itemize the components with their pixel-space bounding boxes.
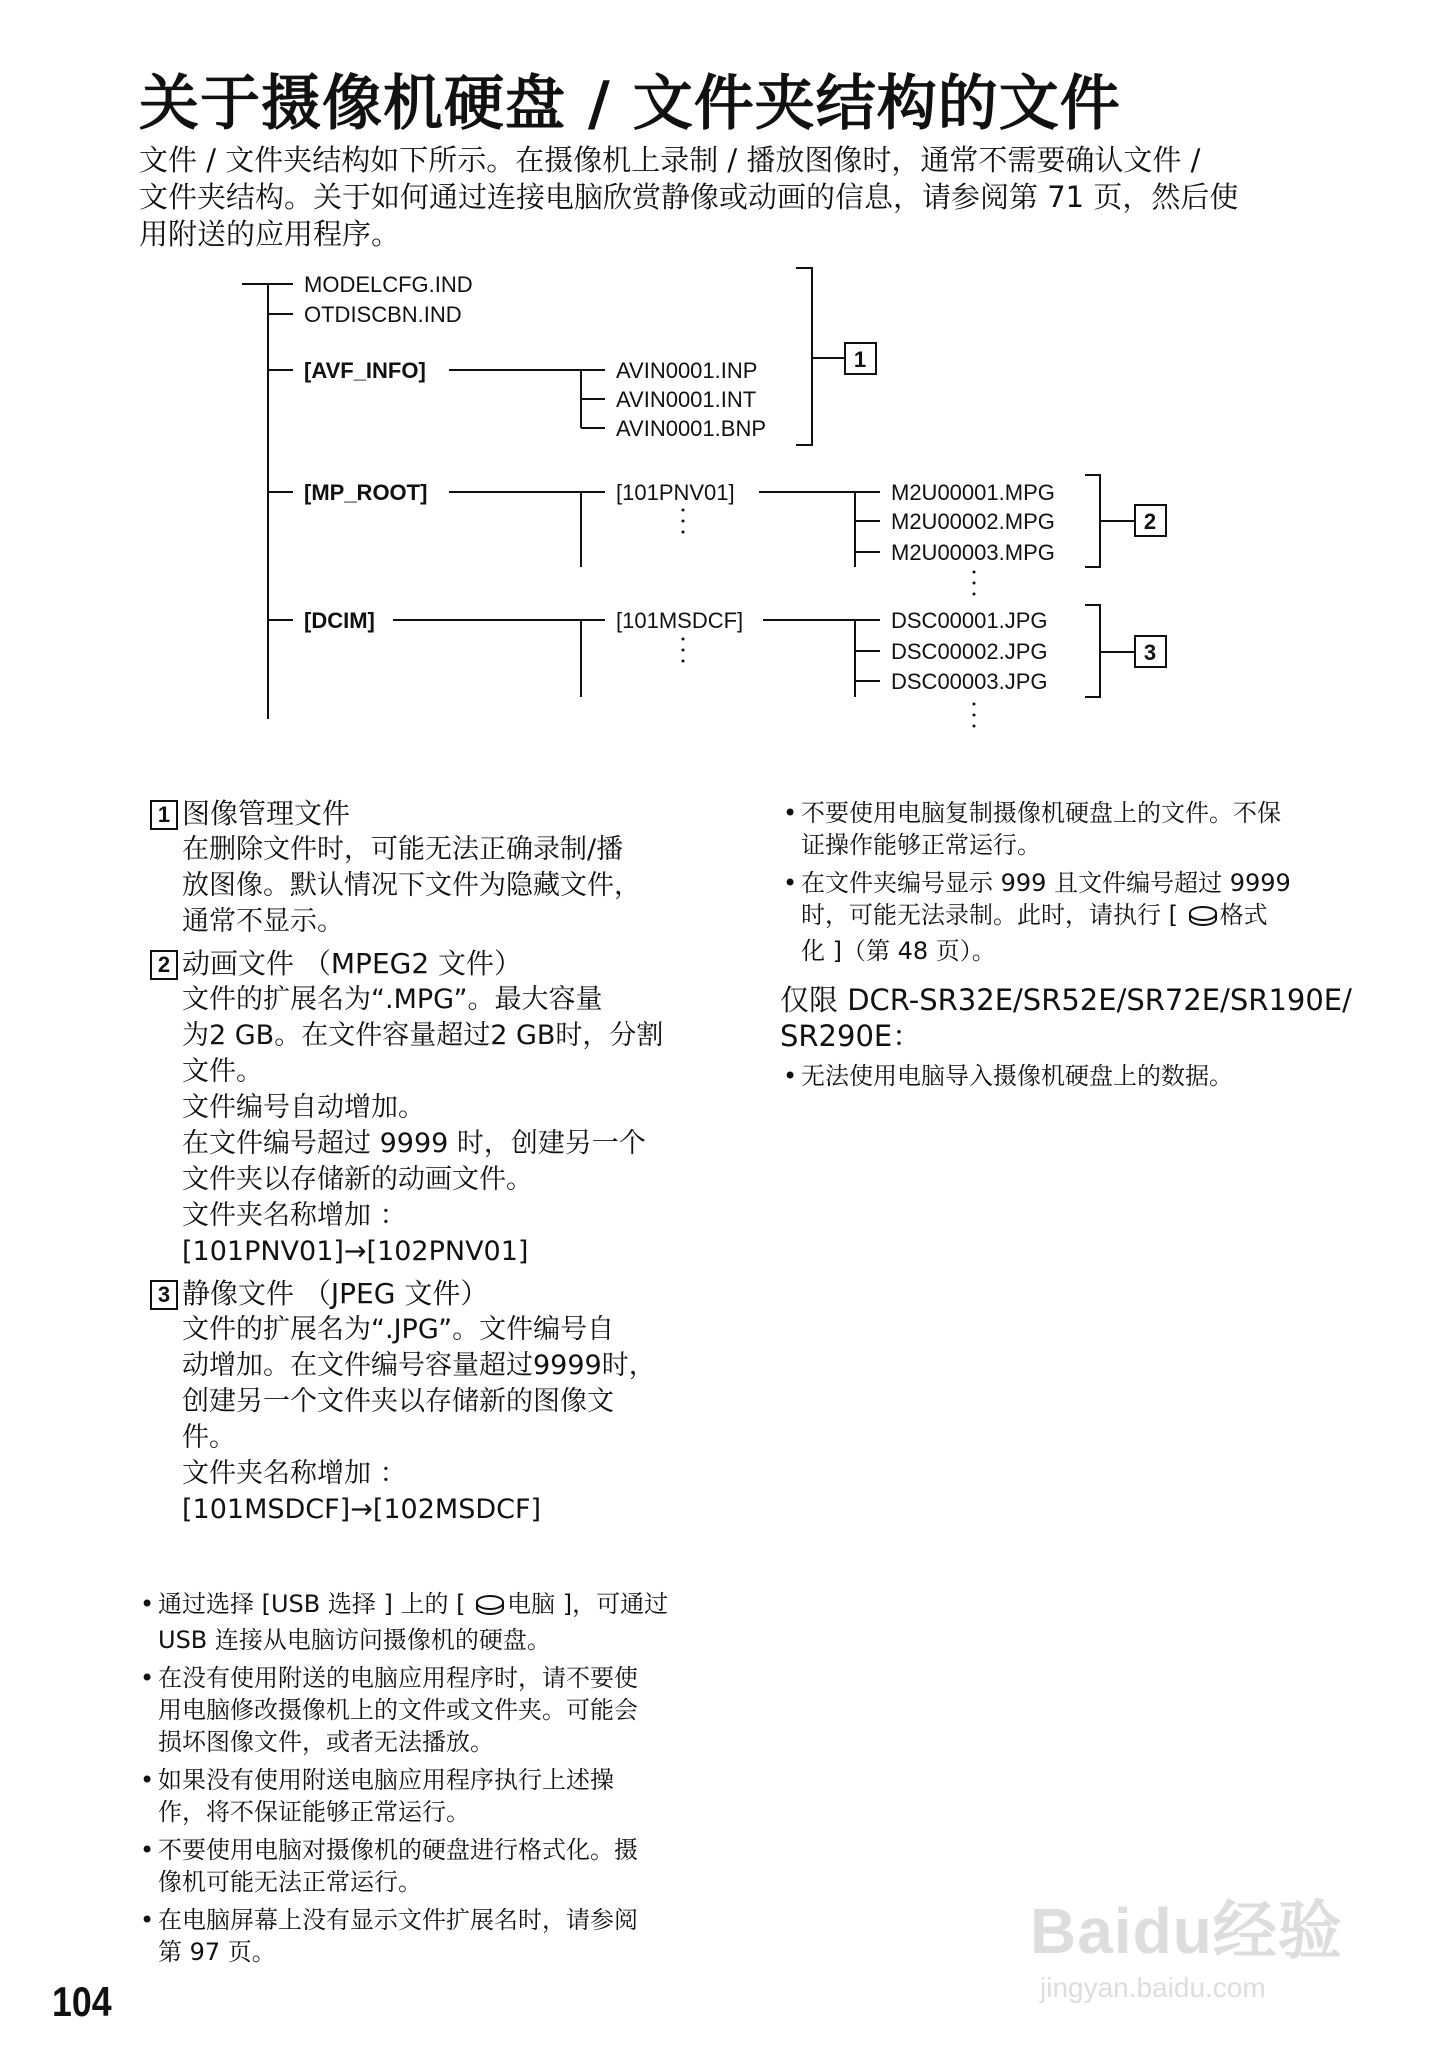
bullet-dot: • [140,1664,155,1692]
file-modelcfg: MODELCFG.IND [304,272,473,297]
text-fragment: 格式 [1219,901,1268,929]
text-line: 放图像。默认情况下文件为隐藏文件， [182,870,641,901]
file-m2u2: M2U00002.MPG [891,509,1055,534]
baidu-watermark-logo [1030,1880,1343,2004]
bullet-item [140,1588,718,1656]
text-line: 损坏图像文件，或者无法播放。 [158,1728,494,1756]
bullet-item [783,797,1361,861]
text-line: 用电脑修改摄像机上的文件或文件夹。可能会 [158,1696,638,1724]
text-line: 用附送的应用程序。 [139,217,401,251]
folder-structure-diagram [0,0,1452,760]
file-avin-bnp: AVIN0001.BNP [616,416,767,441]
bullet-item [140,1834,718,1898]
text-line: 文件夹以存储新的动画文件。 [182,1164,533,1195]
item-heading [157,796,722,832]
right-notes [783,797,1361,973]
bullet-dot: • [783,799,798,827]
folder-101pnv01: [101PNV01] [616,480,735,505]
text-line: 如果没有使用附送电脑应用程序执行上述操 [158,1766,614,1794]
item-number-marker: 3 [150,1280,178,1310]
model-restriction-notes [783,1060,1361,1098]
text-line: 通常不显示。 [182,906,344,937]
text-line: 文件。 [182,1056,263,1087]
bullet-item [783,867,1361,967]
text-line: 文件夹结构。关于如何通过连接电脑欣赏静像或动画的信息，请参阅第 71 页，然后使 [139,180,1239,214]
watermark-line1: Baidu经验 [1030,1895,1343,1967]
text-fragment: 时，可能无法录制。此时，请执行 [ [801,901,1186,929]
bullet-dot: • [140,1836,155,1864]
text-line: 化 ]（第 48 页）。 [801,937,996,965]
file-avin-int: AVIN0001.INT [616,387,757,412]
folder-dcim: [DCIM] [304,608,375,633]
text-line: 第 97 页。 [158,1938,276,1966]
bullet-item [783,1060,1361,1092]
file-type-descriptions [157,796,722,1534]
file-dsc1: DSC00001.JPG [891,608,1048,633]
item-heading-text: 图像管理文件 [182,797,351,830]
item-number-marker: 2 [150,950,178,980]
text-line: 文件夹名称增加 ： [182,1200,407,1231]
bullet-dot: • [140,1766,155,1794]
folder-mp-root: [MP_ROOT] [304,480,428,505]
bullet-dot: • [783,1062,798,1090]
text-line: SR290E： [780,1019,922,1053]
model-restriction-heading [780,982,1352,1054]
item-heading [157,1276,722,1312]
text-line: 文件编号自动增加。 [182,1092,425,1123]
marker-3: 3 [1143,640,1157,665]
text-line [801,899,1361,935]
page-number: 104 [52,1978,112,2025]
text-line: [101PNV01]→[102PNV01] [182,1236,529,1267]
text-line [158,1588,718,1624]
item-heading-text: 动画文件 （MPEG2 文件） [182,947,523,980]
text-line: 文件的扩展名为“.JPG”。文件编号自 [182,1314,615,1345]
file-m2u3: M2U00003.MPG [891,540,1055,565]
bullet-dot: • [140,1590,155,1618]
text-line: 件。 [182,1422,236,1453]
text-line: 在文件夹编号显示 999 且文件编号超过 9999 [801,869,1291,897]
text-line: 创建另一个文件夹以存储新的图像文 [182,1386,614,1417]
description-item [157,946,722,1270]
text-line: 文件夹名称增加 ： [182,1458,407,1489]
text-line: 在电脑屏幕上没有显示文件扩展名时，请参阅 [158,1906,638,1934]
text-line: 证操作能够正常运行。 [801,831,1041,859]
bullet-item [140,1764,718,1828]
description-item [157,796,722,940]
item-heading-text: 静像文件 （JPEG 文件） [182,1277,489,1310]
disk-icon [475,1592,505,1624]
marker-1: 1 [853,347,867,372]
text-fragment: 通过选择 [USB 选择 ] 上的 [ [158,1590,474,1618]
watermark-line2: jingyan.baidu.com [1040,1972,1266,2003]
text-line: 为2 GB。在文件容量超过2 GB时，分割 [182,1020,664,1051]
text-line: 在删除文件时，可能无法正确录制/播 [182,834,624,865]
text-line: 像机可能无法正常运行。 [158,1868,422,1896]
left-notes [140,1588,718,1974]
folder-avf-info: [AVF_INFO] [304,358,426,383]
text-line: [101MSDCF]→[102MSDCF] [182,1494,542,1525]
page-title: 关于摄像机硬盘 / 文件夹结构的文件 [139,69,1121,139]
file-dsc3: DSC00003.JPG [891,669,1048,694]
text-line: 无法使用电脑导入摄像机硬盘上的数据。 [801,1062,1233,1090]
bullet-dot: • [783,869,798,897]
text-line: 文件的扩展名为“.MPG”。最大容量 [182,984,603,1015]
text-line: 文件 / 文件夹结构如下所示。在摄像机上录制 / 播放图像时，通常不需要确认文件 / [139,143,1201,177]
bullet-item [140,1904,718,1968]
bullet-dot: • [140,1906,155,1934]
file-otdiscbn: OTDISCBN.IND [304,302,462,327]
item-number-marker: 1 [150,800,178,830]
text-line: USB 连接从电脑访问摄像机的硬盘。 [158,1626,551,1654]
text-line: 作，将不保证能够正常运行。 [158,1798,470,1826]
file-avin-inp: AVIN0001.INP [616,358,758,383]
text-line: 不要使用电脑复制摄像机硬盘上的文件。不保 [801,799,1281,827]
file-m2u1: M2U00001.MPG [891,480,1055,505]
folder-101msdcf: [101MSDCF] [616,608,744,633]
description-item [157,1276,722,1528]
marker-2: 2 [1143,509,1157,534]
text-line: 仅限 DCR-SR32E/SR52E/SR72E/SR190E/ [780,983,1352,1017]
disk-icon [1188,903,1218,935]
bullet-item [140,1662,718,1758]
text-line: 动增加。在文件编号容量超过9999时， [182,1350,656,1381]
text-fragment: 电脑 ]，可通过 [507,1590,669,1618]
text-line: 在没有使用附送的电脑应用程序时，请不要使 [158,1664,638,1692]
text-line: 不要使用电脑对摄像机的硬盘进行格式化。摄 [158,1836,638,1864]
file-dsc2: DSC00002.JPG [891,639,1048,664]
text-line: 在文件编号超过 9999 时，创建另一个 [182,1128,646,1159]
item-heading [157,946,722,982]
